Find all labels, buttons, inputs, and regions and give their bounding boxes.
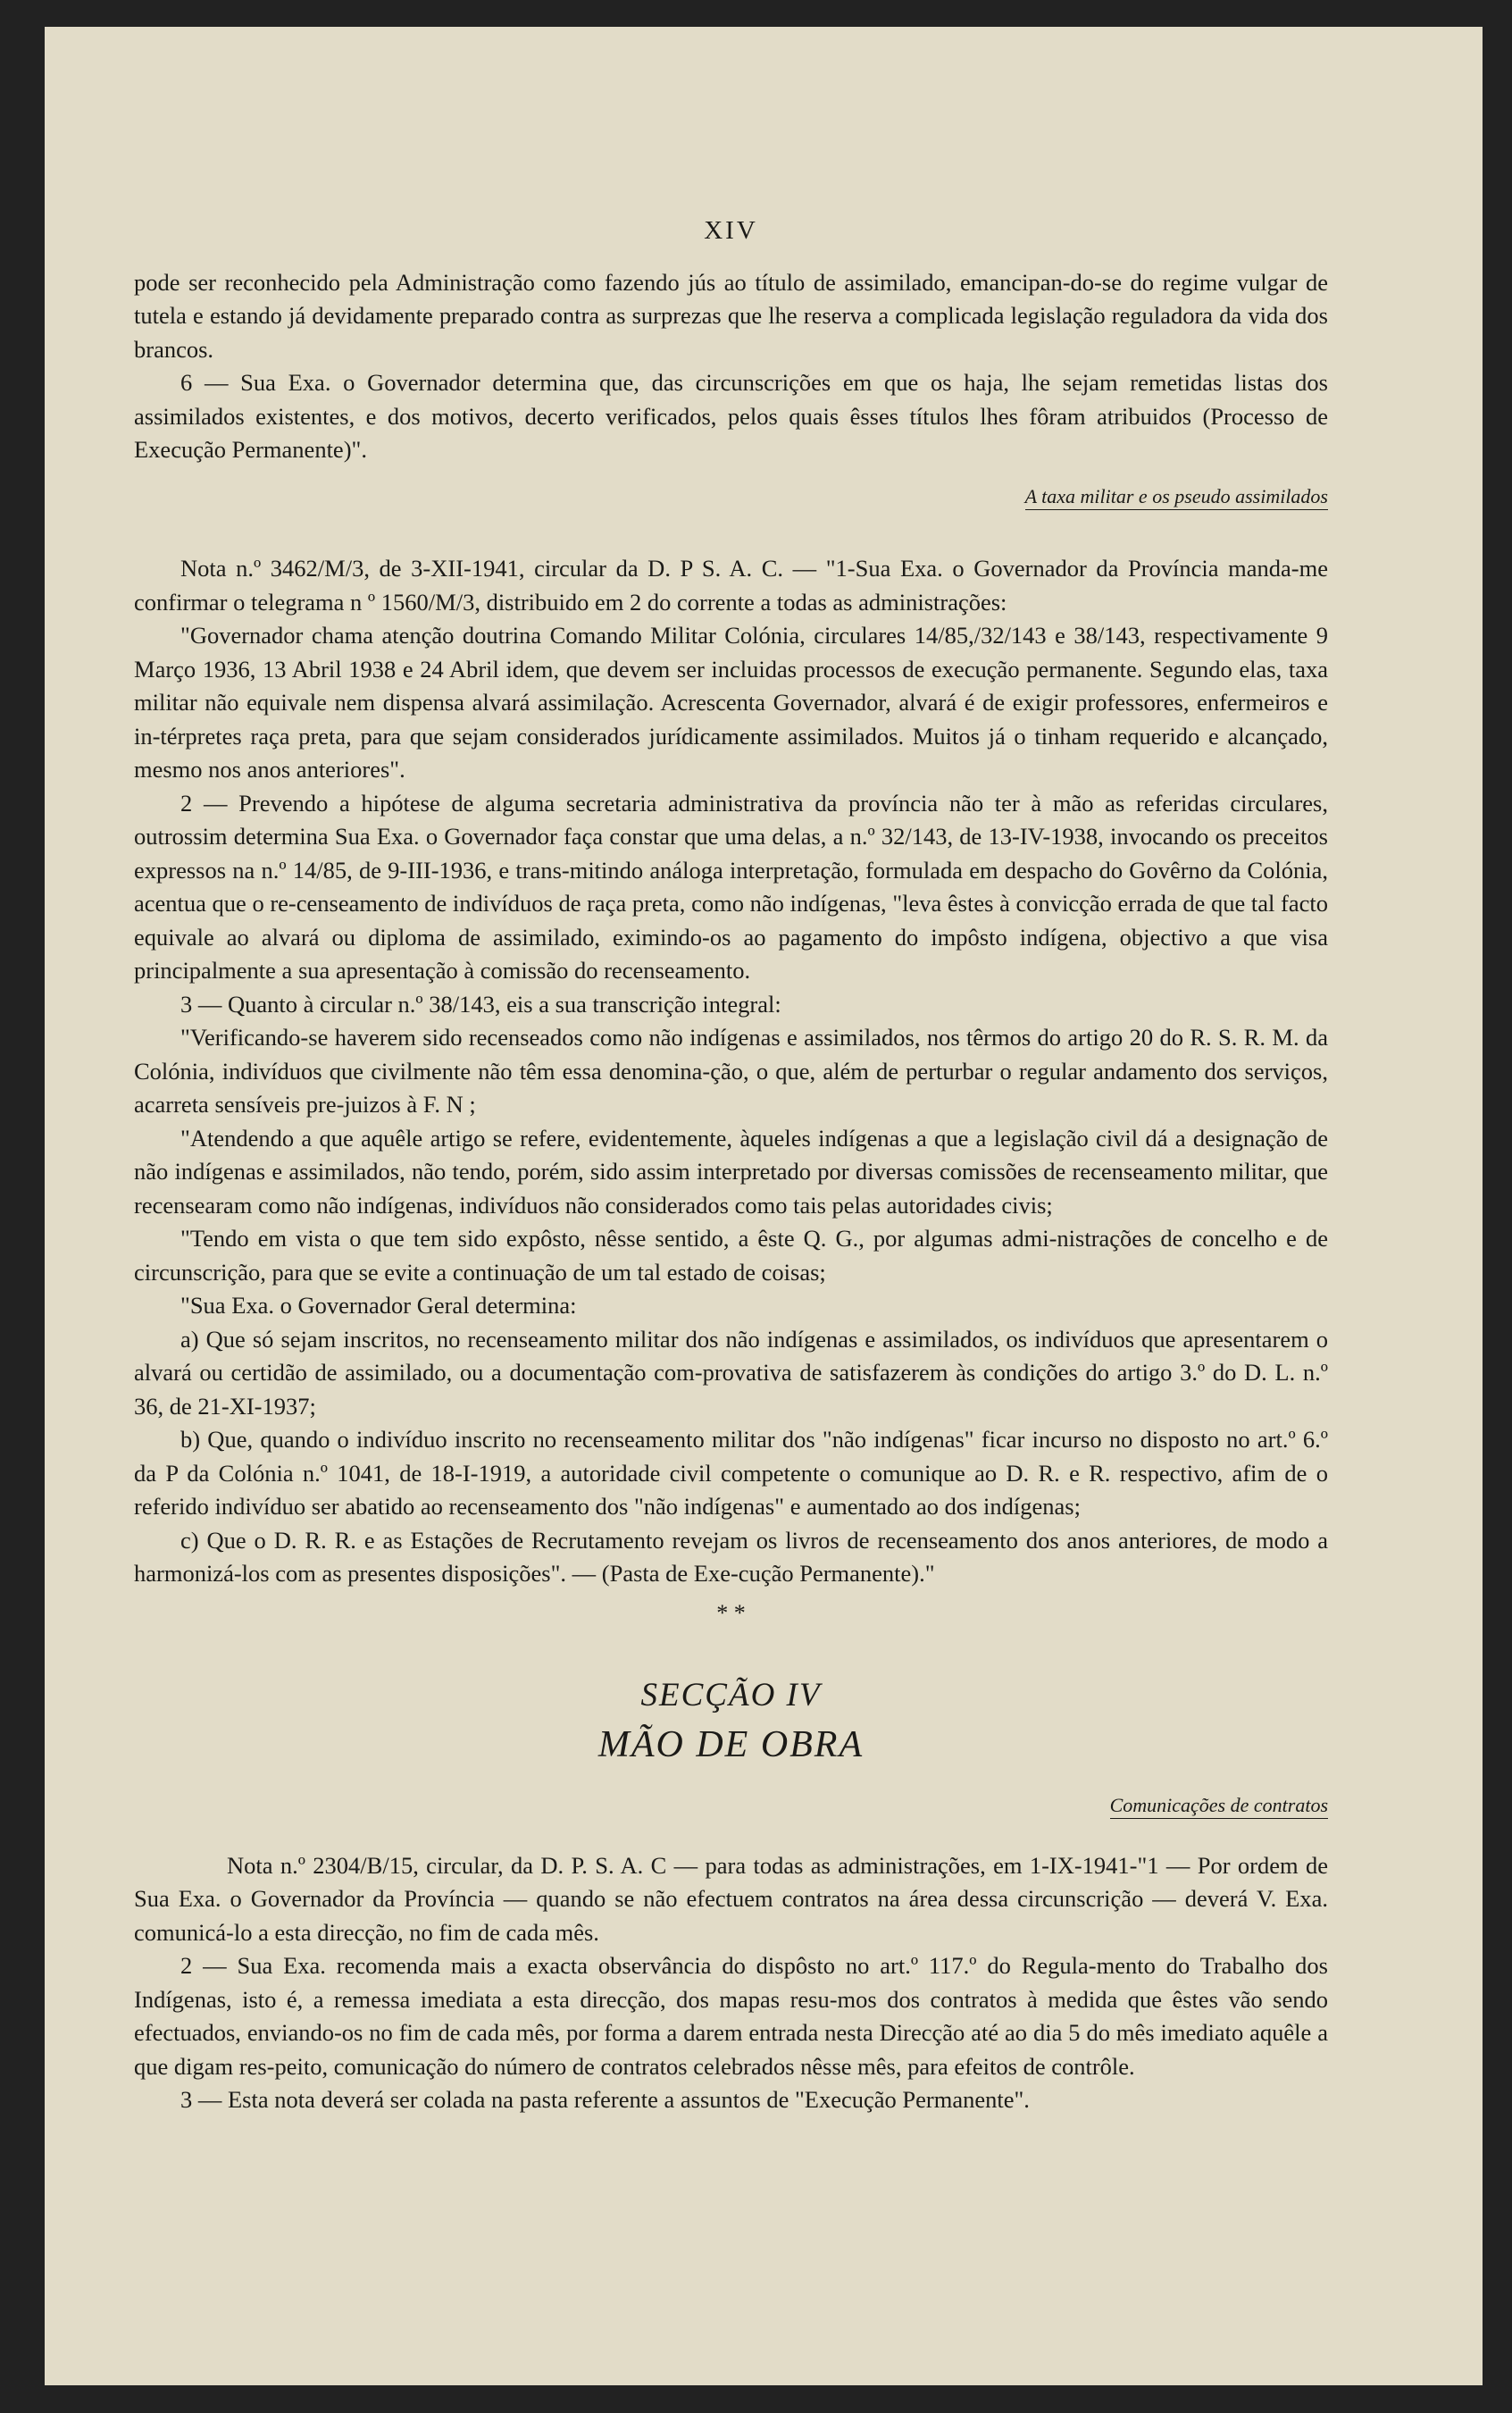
nota-paragraph: a) Que só sejam inscritos, no recenseamento militar dos não indígenas e assimilados, os indivíduos que apresentarem o alvará ou certidão de assimilado, ou a documentação com-provativa de satisfazerem às condições do artigo 3.º do D. L. n.º 36, de 21-XI-1937; xyxy=(134,1325,1328,1420)
page-number: XIV xyxy=(704,216,758,245)
nota-paragraph: 2 — Sua Exa. recomenda mais a exacta observância do dispôsto no art.º 117.º do Regula-mento do Trabalho dos Indígenas, isto é, a remessa imediata a esta direcção, dos mapas resu-mos dos contratos à medida que êstes vão sendo efectuados, enviando-os no fim de cada mês, por forma a darem entrada nesta Direcção até ao dia 5 do mês imediato aquêle a que digam res-peito, comunicação do número de contratos celebrados nêsse mês, para efeitos de contrôle. xyxy=(134,1952,1328,2080)
section-name: MÃO DE OBRA xyxy=(597,1724,865,1765)
nota-paragraph: "Governador chama atenção doutrina Comando Militar Colónia, circulares 14/85,/32/143 e 38/143, respectivamente 9 Março 1936, 13 Abril 1938 e 24 Abril idem, que devem ser incluidas processos de execução permanente. Segundo elas, taxa militar não equivale nem dispensa alvará assimilação. Acrescenta Governador, alvará é de exigir professores, enfermeiros e in-térpretes raça preta, para que sejam considerados jurídicamente assimilados. Muitos já o tinham requerido e alcançado, mesmo nos anos anteriores". xyxy=(134,622,1328,783)
nota-paragraph: 2 — Prevendo a hipótese de alguma secretaria administrativa da província não ter à mão as referidas circulares, outrossim determina Sua Exa. o Governador faça constar que uma delas, a n.º 32/143, de 13-IV-1938, invocando os preceitos expressos na n.º 14/85, de 9-III-1936, e trans-mitindo análoga interpretação, formulada em despacho do Govêrno da Colónia, acentua que o re-censeamento de indivíduos de raça preta, como não indígenas, "leva êstes à convicção errada de que tal facto equivale ao alvará ou diploma de assimilado, eximindo-os ao pagamento do impôsto indígena, objectivo a que visa principalmente a sua apresentação à comissão do recenseamento. xyxy=(134,789,1328,984)
subheading-military-tax: A taxa militar e os pseudo assimilados xyxy=(134,480,1328,514)
nota-paragraph: 3 — Quanto à circular n.º 38/143, eis a sua transcrição integral: xyxy=(180,990,781,1018)
nota-paragraph: "Atendendo a que aquêle artigo se refere, evidentemente, àqueles indígenas a que a legislação civil dá a designação de não indígenas e assimilados, não tendo, porém, sido assim interpretado por diversas comissões de recenseamento militar, que recensearam como não indígenas, indivíduos não considerados como tais pelas autoridades civis; xyxy=(134,1124,1328,1219)
nota-paragraph: Nota n.º 2304/B/15, circular, da D. P. S. A. C — para todas as administrações, em 1-IX-1941-"1 — Por ordem de Sua Exa. o Governador da Província — quando se não efectuem contratos na área dessa circunscrição — deverá V. Exa. comunicá-lo a esta direcção, no fim de cada mês. xyxy=(134,1851,1328,1946)
section-title: SECÇÃO IV xyxy=(640,1677,822,1713)
nota-paragraph: "Sua Exa. o Governador Geral determina: xyxy=(180,1292,577,1319)
subheading-contracts: Comunicações de contratos xyxy=(134,1789,1328,1822)
section-separator: * * xyxy=(716,1599,746,1626)
nota-paragraph: 3 — Esta nota deverá ser colada na pasta referente a assuntos de "Execução Permanente". xyxy=(180,2086,1030,2113)
intro-paragraph: 6 — Sua Exa. o Governador determina que, das circunscrições em que os haja, lhe sejam remetidas listas dos assimilados existentes, e dos motivos, decerto verificados, pelos quais êsses títulos lhes fôram atribuidos (Processo de Execução Permanente)". xyxy=(134,369,1328,463)
intro-paragraph: pode ser reconhecido pela Administração como fazendo jús ao título de assimilado, emancipan-do-se do regime vulgar de tutela e estando já devidamente preparado contra as surprezas que lhe reserva a complicada legislação reguladora da vida dos brancos. xyxy=(134,268,1328,363)
document-page xyxy=(45,27,1483,2385)
nota-paragraph: b) Que, quando o indivíduo inscrito no recenseamento militar dos "não indígenas" ficar incurso no disposto no art.º 6.º da P da Colónia n.º 1041, de 18-I-1919, a autoridade civil competente o comunique ao D. R. e R. respectivo, afim de o referido indivíduo ser abatido ao recenseamento dos "não indígenas" e aumentado ao dos indígenas; xyxy=(134,1426,1328,1520)
nota-paragraph: Nota n.º 3462/M/3, de 3-XII-1941, circular da D. P S. A. C. — "1-Sua Exa. o Governador da Província manda-me confirmar o telegrama n º 1560/M/3, distribuido em 2 do corrente a todas as administrações: xyxy=(134,555,1328,616)
nota-paragraph: "Tendo em vista o que tem sido expôsto, nêsse sentido, a êste Q. G., por algumas admi-nistrações de concelho e de circunscrição, para que se evite a continuação de um tal estado de coisas; xyxy=(134,1225,1328,1286)
nota-paragraph: "Verificando-se haverem sido recenseados como não indígenas e assimilados, nos têrmos do artigo 20 do R. S. R. M. da Colónia, indivíduos que civilmente não têm essa denomina-ção, o que, além de perturbar o regular andamento dos serviços, acarreta sensíveis pre-juizos à F. N ; xyxy=(134,1024,1328,1118)
page-content xyxy=(134,214,1328,2117)
nota-paragraph: c) Que o D. R. R. e as Estações de Recrutamento revejam os livros de recenseamento dos anos anteriores, de modo a harmonizá-los com as presentes disposições". — (Pasta de Exe-cução Permanente)." xyxy=(134,1526,1328,1587)
